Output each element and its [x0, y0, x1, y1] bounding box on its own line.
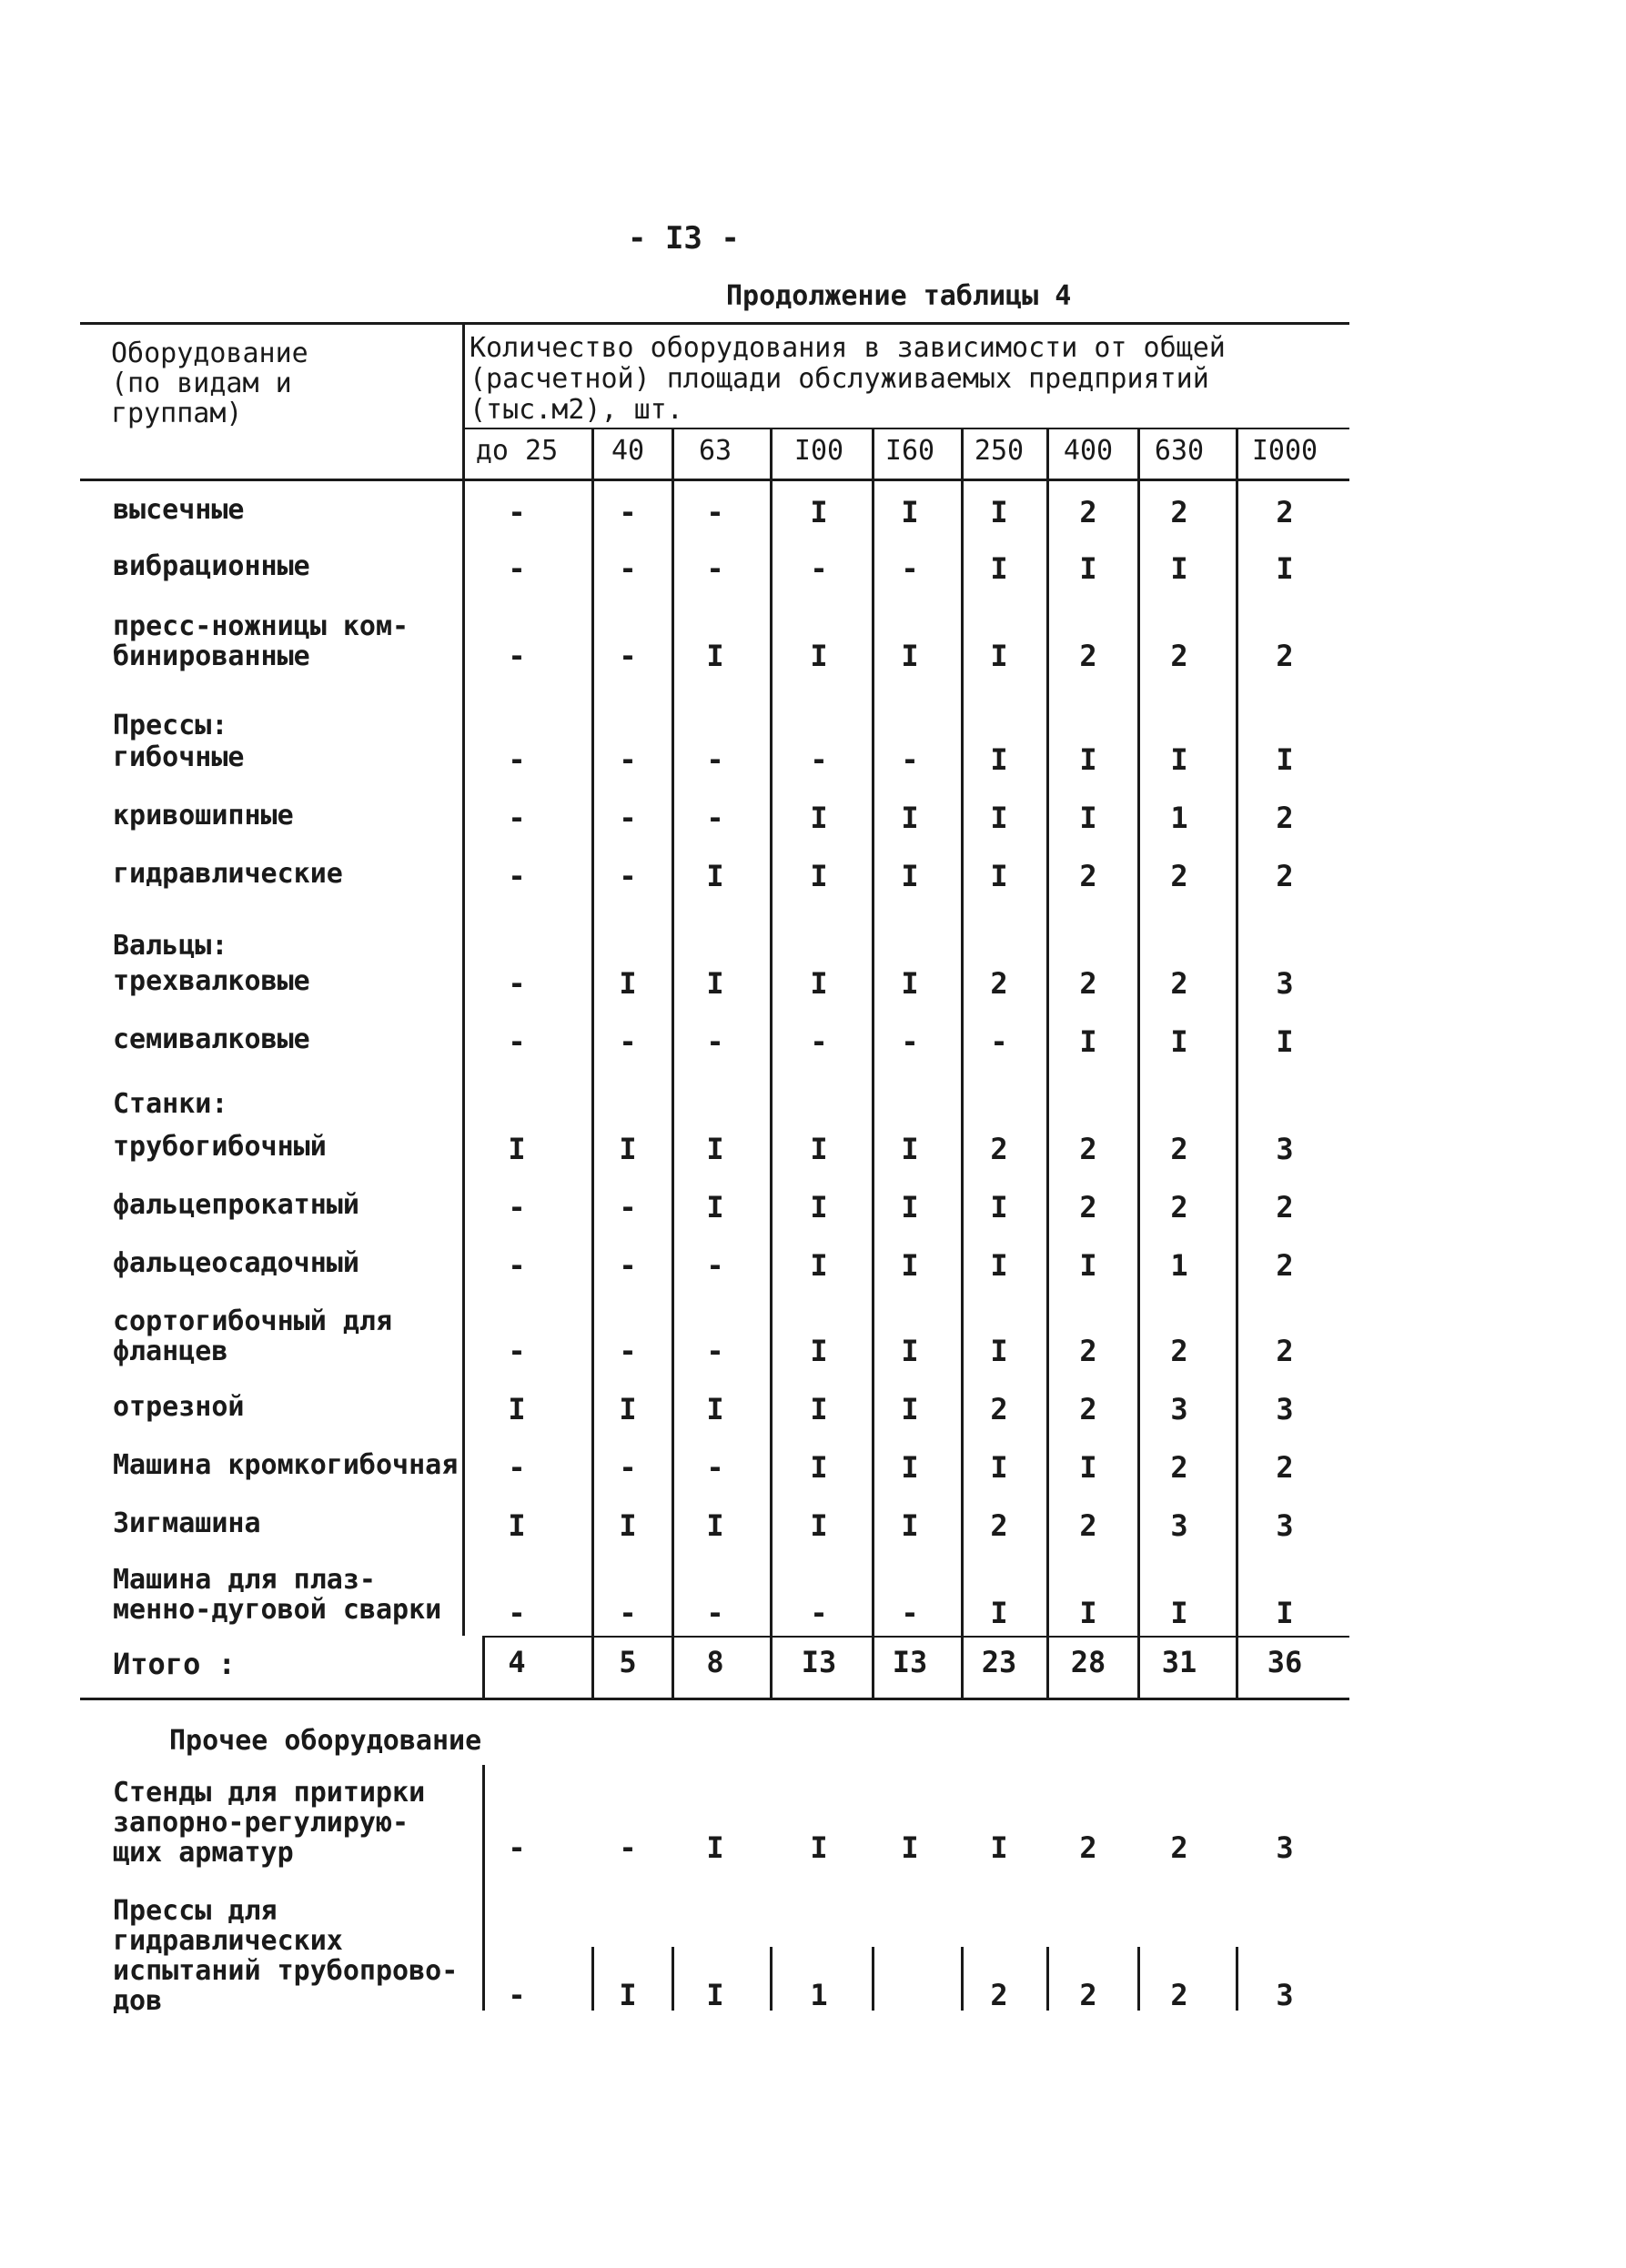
- table-cell: 2: [1079, 495, 1097, 529]
- table-cell: I: [810, 1132, 828, 1166]
- table-cell: -: [901, 742, 919, 777]
- other-table-cell: 2: [990, 1978, 1008, 2012]
- total-cell: 36: [1267, 1645, 1303, 1679]
- column-divider: [1137, 428, 1140, 1698]
- table-cell: I: [1079, 1024, 1097, 1059]
- table-cell: I: [1079, 551, 1097, 586]
- table-cell: I: [990, 859, 1008, 893]
- other-table-cell: I: [706, 1978, 724, 2012]
- table-cell: -: [619, 1248, 637, 1283]
- table-cell: -: [706, 495, 724, 529]
- column-divider: [672, 428, 674, 1698]
- row-label: отрезной: [113, 1391, 245, 1423]
- total-cell: 8: [706, 1645, 724, 1679]
- row-label: вибрационные: [113, 550, 310, 582]
- total-cell: 4: [508, 1645, 526, 1679]
- other-table-cell: -: [508, 1830, 526, 1865]
- other-table-cell: I: [990, 1830, 1008, 1865]
- page-number: - I3 -: [628, 220, 740, 257]
- other-table-cell: I: [810, 1830, 828, 1865]
- column-header: 400: [1063, 435, 1114, 467]
- table-cell: 2: [1079, 966, 1097, 1001]
- column-header: 250: [974, 435, 1025, 467]
- table-cell: I: [990, 495, 1008, 529]
- table-cell: I: [619, 966, 637, 1001]
- table-cell: I: [1170, 1024, 1188, 1059]
- table-cell: -: [706, 1596, 724, 1630]
- table-rule: [80, 322, 1349, 325]
- other-row-label: Стенды для притирки запорно-регулирую- щих арматур: [113, 1777, 426, 1869]
- total-cell: 31: [1161, 1645, 1197, 1679]
- table-cell: 2: [1276, 859, 1294, 893]
- table-cell: I: [1079, 801, 1097, 835]
- column-divider: [1046, 1947, 1049, 2011]
- table-cell: I: [901, 801, 919, 835]
- table-cell: I: [810, 1508, 828, 1543]
- table-cell: -: [706, 742, 724, 777]
- table-cell: 2: [990, 1132, 1008, 1166]
- total-cell: 5: [619, 1645, 637, 1679]
- table-cell: -: [508, 1024, 526, 1059]
- table-cell: I: [810, 1248, 828, 1283]
- table-cell: I: [508, 1508, 526, 1543]
- table-cell: 2: [1276, 1334, 1294, 1368]
- table-cell: I: [810, 966, 828, 1001]
- table-cell: -: [706, 1450, 724, 1485]
- table-cell: I: [901, 495, 919, 529]
- table-cell: 1: [1170, 1248, 1188, 1283]
- table-cell: -: [508, 1190, 526, 1225]
- table-cell: I: [901, 859, 919, 893]
- total-cell: I3: [801, 1645, 837, 1679]
- column-divider: [961, 428, 964, 1698]
- column-divider: [1236, 1947, 1238, 2011]
- row-label: фальцепрокатный: [113, 1189, 359, 1221]
- table-cell: I: [901, 1132, 919, 1166]
- table-cell: I: [706, 1392, 724, 1426]
- table-cell: 2: [990, 1392, 1008, 1426]
- row-label: пресс-ножницы ком- бинированные: [113, 610, 409, 672]
- column-header: I60: [884, 435, 935, 467]
- row-label: семивалковые: [113, 1023, 310, 1055]
- table-cell: 2: [1079, 639, 1097, 673]
- row-label: кривошипные: [113, 800, 294, 832]
- table-cell: 3: [1170, 1392, 1188, 1426]
- table-cell: -: [619, 859, 637, 893]
- table-cell: -: [508, 859, 526, 893]
- table-cell: I: [1170, 551, 1188, 586]
- table-cell: -: [619, 1596, 637, 1630]
- table-cell: -: [706, 1024, 724, 1059]
- table-cell: I: [1276, 551, 1294, 586]
- column-divider: [672, 1636, 674, 1698]
- column-divider: [482, 1765, 485, 2011]
- table-cell: I: [990, 1334, 1008, 1368]
- table-cell: I: [706, 1132, 724, 1166]
- table-cell: 2: [1276, 495, 1294, 529]
- other-table-cell: -: [619, 1830, 637, 1865]
- table-cell: -: [706, 1248, 724, 1283]
- table-cell: -: [508, 966, 526, 1001]
- table-cell: I: [810, 1190, 828, 1225]
- table-cell: I: [1170, 742, 1188, 777]
- table-cell: 2: [1079, 1508, 1097, 1543]
- table-cell: -: [508, 1248, 526, 1283]
- table-rule: [462, 428, 1349, 429]
- table-cell: -: [508, 551, 526, 586]
- table-cell: -: [508, 495, 526, 529]
- table-cell: -: [508, 639, 526, 673]
- table-cell: 2: [1276, 1450, 1294, 1485]
- table-cell: -: [810, 1024, 828, 1059]
- table-cell: -: [619, 495, 637, 529]
- table-rule: [482, 1636, 1349, 1638]
- table-cell: I: [901, 1450, 919, 1485]
- table-cell: -: [508, 1596, 526, 1630]
- table-cell: I: [990, 551, 1008, 586]
- table-cell: -: [508, 742, 526, 777]
- table-continuation-caption: Продолжение таблицы 4: [726, 280, 1072, 312]
- table-cell: 2: [1079, 859, 1097, 893]
- table-cell: I: [810, 1334, 828, 1368]
- column-divider: [462, 322, 465, 1636]
- table-cell: I: [706, 1190, 724, 1225]
- table-cell: 3: [1276, 1392, 1294, 1426]
- other-row-label: Прессы для гидравлических испытаний трубопрово- дов: [113, 1895, 459, 2017]
- table-cell: I: [619, 1132, 637, 1166]
- section-machines: Станки:: [113, 1088, 228, 1120]
- table-cell: I: [810, 639, 828, 673]
- column-divider: [1236, 428, 1238, 1698]
- header-equipment: Оборудование (по видам и группам): [111, 338, 308, 429]
- table-cell: I: [810, 859, 828, 893]
- other-table-cell: 2: [1170, 1978, 1188, 2012]
- other-table-cell: 2: [1079, 1830, 1097, 1865]
- table-cell: -: [619, 742, 637, 777]
- table-cell: I: [706, 966, 724, 1001]
- table-cell: -: [706, 1334, 724, 1368]
- total-cell: 23: [981, 1645, 1017, 1679]
- column-header: I000: [1251, 435, 1318, 467]
- row-label: гидравлические: [113, 858, 343, 890]
- column-divider: [1137, 1947, 1140, 2011]
- column-divider: [672, 1947, 674, 2011]
- table-cell: -: [619, 801, 637, 835]
- other-table-cell: I: [901, 1830, 919, 1865]
- column-divider: [591, 1947, 594, 2011]
- column-header: 63: [698, 435, 732, 467]
- table-cell: -: [901, 1024, 919, 1059]
- table-cell: 2: [1170, 1190, 1188, 1225]
- table-cell: I: [1276, 1596, 1294, 1630]
- other-table-cell: 2: [1079, 1978, 1097, 2012]
- table-cell: I: [1276, 1024, 1294, 1059]
- table-cell: 2: [1079, 1132, 1097, 1166]
- table-cell: 2: [990, 966, 1008, 1001]
- table-cell: I: [706, 639, 724, 673]
- section-presses: Прессы:: [113, 710, 228, 741]
- column-divider: [1046, 428, 1049, 1698]
- table-cell: -: [706, 551, 724, 586]
- table-cell: I: [1079, 1596, 1097, 1630]
- table-cell: -: [508, 1450, 526, 1485]
- column-divider: [872, 428, 874, 1698]
- table-cell: -: [810, 1596, 828, 1630]
- table-cell: -: [619, 1024, 637, 1059]
- column-divider: [591, 428, 594, 1698]
- table-cell: I: [508, 1132, 526, 1166]
- column-divider: [770, 1947, 773, 2011]
- section-rolls: Вальцы:: [113, 930, 228, 962]
- table-cell: -: [901, 551, 919, 586]
- table-cell: -: [508, 801, 526, 835]
- other-equipment-heading: Прочее оборудование: [169, 1725, 482, 1757]
- table-cell: I: [990, 1248, 1008, 1283]
- column-divider: [872, 1947, 874, 2011]
- table-cell: 2: [1170, 639, 1188, 673]
- column-divider: [482, 1636, 485, 1698]
- table-rule: [80, 1698, 1349, 1700]
- table-cell: -: [901, 1596, 919, 1630]
- table-cell: -: [990, 1024, 1008, 1059]
- table-cell: I: [619, 1508, 637, 1543]
- table-cell: -: [508, 1334, 526, 1368]
- column-divider: [1046, 1636, 1049, 1698]
- table-cell: 2: [1079, 1334, 1097, 1368]
- row-label: Машина кромкогибочная: [113, 1449, 459, 1481]
- row-label: фальцеосадочный: [113, 1247, 359, 1279]
- table-cell: 2: [1276, 1248, 1294, 1283]
- table-cell: I: [810, 1392, 828, 1426]
- total-cell: I3: [892, 1645, 928, 1679]
- table-cell: I: [990, 1596, 1008, 1630]
- row-label: сортогибочный для фланцев: [113, 1305, 393, 1367]
- table-cell: 2: [1276, 801, 1294, 835]
- column-divider: [591, 1636, 594, 1698]
- total-label: Итого :: [113, 1647, 236, 1681]
- table-cell: I: [901, 966, 919, 1001]
- table-cell: 1: [1170, 801, 1188, 835]
- other-table-cell: I: [619, 1978, 637, 2012]
- table-cell: I: [901, 1392, 919, 1426]
- table-cell: I: [1079, 1248, 1097, 1283]
- table-cell: I: [810, 801, 828, 835]
- column-header: до 25: [475, 435, 559, 467]
- table-cell: 2: [1276, 639, 1294, 673]
- table-cell: I: [901, 1334, 919, 1368]
- row-label: трехвалковые: [113, 965, 310, 997]
- table-cell: I: [810, 1450, 828, 1485]
- other-table-cell: 2: [1170, 1830, 1188, 1865]
- column-divider: [961, 1636, 964, 1698]
- table-cell: I: [901, 639, 919, 673]
- row-label: гибочные: [113, 741, 245, 773]
- column-header: 630: [1154, 435, 1205, 467]
- table-cell: I: [508, 1392, 526, 1426]
- table-cell: -: [619, 1190, 637, 1225]
- table-cell: I: [706, 1508, 724, 1543]
- other-table-cell: 3: [1276, 1830, 1294, 1865]
- column-divider: [961, 1947, 964, 2011]
- column-divider: [872, 1636, 874, 1698]
- column-divider: [770, 428, 773, 1698]
- row-label: трубогибочный: [113, 1131, 327, 1163]
- table-cell: -: [619, 1450, 637, 1485]
- table-cell: I: [901, 1248, 919, 1283]
- table-cell: 3: [1170, 1508, 1188, 1543]
- column-divider: [770, 1636, 773, 1698]
- table-cell: I: [619, 1392, 637, 1426]
- table-rule: [80, 479, 1349, 481]
- table-cell: I: [990, 801, 1008, 835]
- table-cell: I: [990, 1190, 1008, 1225]
- column-header: I00: [793, 435, 844, 467]
- table-cell: I: [990, 639, 1008, 673]
- table-cell: 3: [1276, 966, 1294, 1001]
- table-cell: I: [810, 495, 828, 529]
- table-cell: -: [619, 1334, 637, 1368]
- table-cell: 2: [1276, 1190, 1294, 1225]
- column-divider: [1236, 1636, 1238, 1698]
- total-cell: 28: [1070, 1645, 1106, 1679]
- header-quantity: Количество оборудования в зависимости от общей (расчетной) площади обслуживаемых предприятий (тыс.м2), шт.: [470, 332, 1226, 426]
- table-cell: 2: [1170, 1334, 1188, 1368]
- table-cell: 3: [1276, 1132, 1294, 1166]
- row-label: Зигмашина: [113, 1507, 261, 1539]
- table-cell: I: [990, 742, 1008, 777]
- table-cell: -: [810, 551, 828, 586]
- row-label: Машина для плаз- менно-дуговой сварки: [113, 1564, 442, 1626]
- table-cell: 2: [1170, 1450, 1188, 1485]
- table-cell: 2: [990, 1508, 1008, 1543]
- table-cell: 2: [1170, 859, 1188, 893]
- table-cell: I: [901, 1190, 919, 1225]
- other-table-cell: I: [706, 1830, 724, 1865]
- row-label: высечные: [113, 494, 245, 526]
- table-cell: -: [706, 801, 724, 835]
- table-cell: -: [619, 639, 637, 673]
- table-cell: 2: [1170, 966, 1188, 1001]
- other-table-cell: 3: [1276, 1978, 1294, 2012]
- table-cell: I: [1170, 1596, 1188, 1630]
- table-cell: I: [901, 1508, 919, 1543]
- column-divider: [1137, 1636, 1140, 1698]
- other-table-cell: 1: [810, 1978, 828, 2012]
- table-cell: 3: [1276, 1508, 1294, 1543]
- table-cell: I: [1079, 1450, 1097, 1485]
- table-cell: -: [810, 742, 828, 777]
- table-cell: 2: [1170, 1132, 1188, 1166]
- table-cell: I: [1079, 742, 1097, 777]
- other-table-cell: -: [508, 1978, 526, 2012]
- column-header: 40: [611, 435, 645, 467]
- table-cell: -: [619, 551, 637, 586]
- table-cell: 2: [1079, 1190, 1097, 1225]
- table-cell: 2: [1170, 495, 1188, 529]
- table-cell: I: [706, 859, 724, 893]
- table-cell: I: [990, 1450, 1008, 1485]
- table-cell: I: [1276, 742, 1294, 777]
- table-cell: 2: [1079, 1392, 1097, 1426]
